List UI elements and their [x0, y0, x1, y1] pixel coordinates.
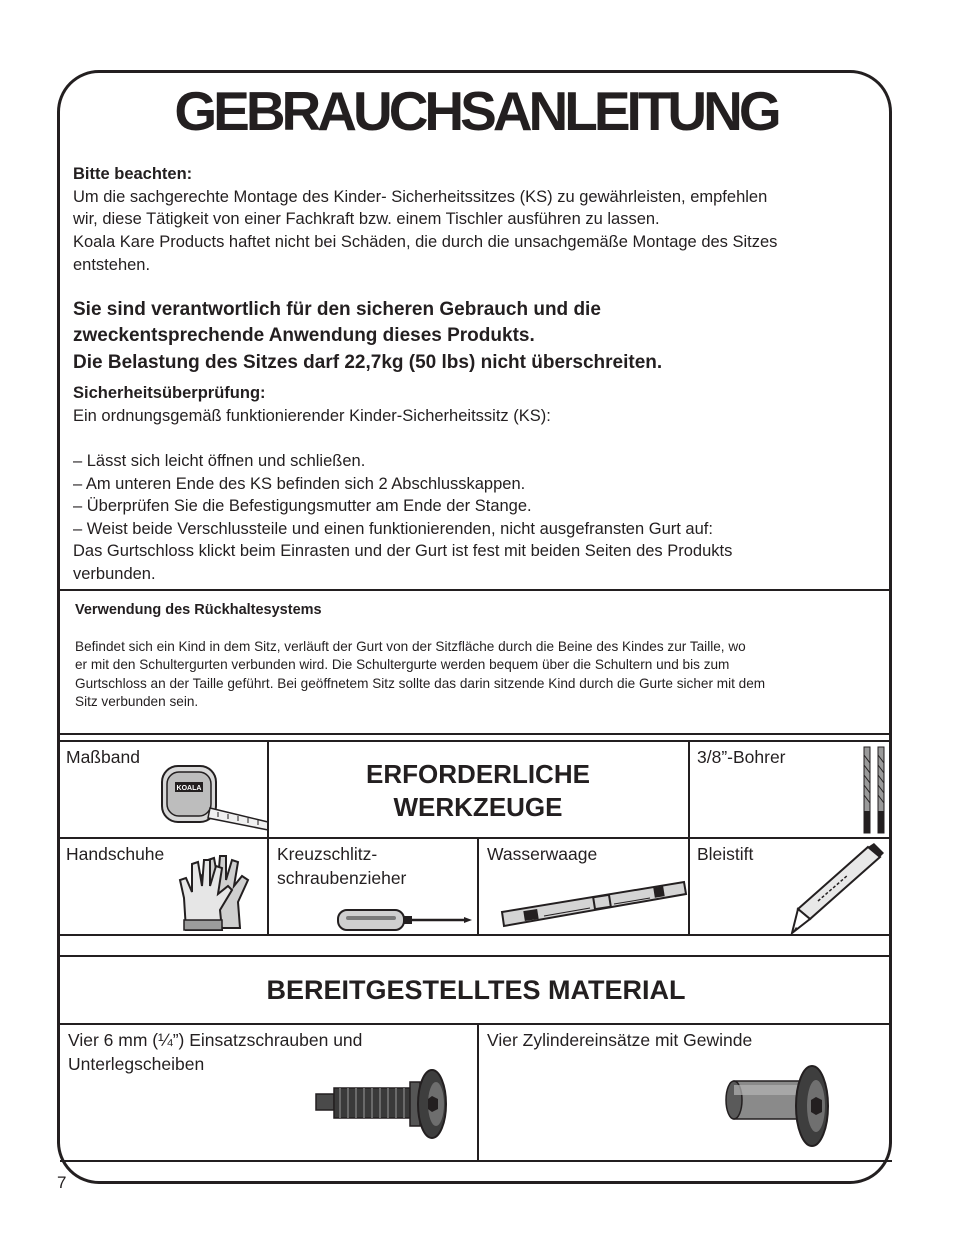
table-border — [60, 740, 892, 742]
tape-brand: KOALA — [176, 785, 202, 792]
divider — [60, 589, 892, 591]
screws-label-line: Vier 6 mm (¼”) Einsatzschrauben und — [68, 1030, 363, 1050]
table-border — [60, 1160, 892, 1162]
drill-bit-label: 3/8”-Bohrer — [697, 747, 786, 767]
table-border — [60, 955, 892, 957]
pencil-icon — [788, 843, 884, 935]
safety-check-item: Das Gurtschloss klickt beim Einrasten und der Gurt ist fest mit beiden Seiten des Produkts — [73, 542, 733, 560]
tape-measure-icon — [158, 760, 270, 838]
page-title: GEBRAUCHSANLEITUNG — [174, 80, 778, 142]
responsibility-line: Die Belastung des Sitzes darf 22,7kg (50 lbs) nicht überschreiten. — [73, 352, 663, 373]
page-number: 7 — [57, 1173, 67, 1192]
table-border — [60, 1023, 892, 1025]
note-heading: Bitte beachten: — [73, 165, 193, 183]
screws-label-line: Unterlegscheiben — [68, 1054, 205, 1074]
restraint-line: Gurtschloss an der Taille geführt. Bei geöffnetem Sitz sollte das darin sitzende Kind durch die Gurte sicher mit dem — [75, 676, 766, 691]
safety-check-intro: Ein ordnungsgemäß funktionierender Kinder-Sicherheitssitz (KS): — [73, 407, 551, 425]
insert-screw-icon — [310, 1068, 450, 1144]
screwdriver-label-line: schraubenzieher — [277, 868, 407, 888]
note-line: entstehen. — [73, 256, 151, 274]
note-line: Koala Kare Products haftet nicht bei Schäden, die durch die unsachgemäße Montage des Sitzes — [73, 233, 778, 251]
table-border — [477, 1024, 479, 1161]
table-border — [60, 733, 892, 735]
tape-measure-label: Maßband — [66, 747, 140, 767]
threaded-insert-icon — [722, 1063, 832, 1149]
spirit-level-icon — [500, 878, 688, 930]
inserts-label: Vier Zylindereinsätze mit Gewinde — [487, 1030, 753, 1050]
pencil-label: Bleistift — [697, 844, 754, 864]
screwdriver-icon — [336, 908, 472, 932]
responsibility-line: Sie sind verantwortlich für den sicheren Gebrauch und die — [73, 299, 601, 320]
safety-check-item: – Weist beide Verschlussteile und einen funktionierenden, nicht ausgefransten Gurt auf: — [73, 520, 713, 538]
restraint-line: Sitz verbunden sein. — [75, 694, 199, 709]
table-border — [688, 741, 690, 935]
restraint-line: er mit den Schultergurten verbunden wird. Die Schultergurte werden bequem über die Schultern und bis zum — [75, 657, 730, 672]
tools-heading-line: WERKZEUGE — [393, 792, 563, 822]
screwdriver-label — [277, 842, 406, 890]
tools-heading — [268, 758, 688, 824]
safety-check-item: – Überprüfen Sie die Befestigungsmutter am Ende der Stange. — [73, 497, 532, 515]
screwdriver-label-line: Kreuzschlitz- — [277, 844, 378, 864]
gloves-icon — [178, 850, 262, 932]
responsibility-line: zweckentsprechende Anwendung dieses Produkts. — [73, 325, 535, 346]
restraint-line: Befindet sich ein Kind in dem Sitz, verläuft der Gurt von der Sitzfläche durch die Beine des Kindes zur Taille, wo — [75, 639, 746, 654]
safety-check-item: – Lässt sich leicht öffnen und schließen. — [73, 452, 366, 470]
safety-check-item: – Am unteren Ende des KS befinden sich 2 Abschlusskappen. — [73, 475, 526, 493]
drill-bit-icon — [860, 745, 890, 837]
gloves-label: Handschuhe — [66, 844, 165, 864]
safety-check-item: verbunden. — [73, 565, 156, 583]
table-border — [477, 838, 479, 935]
note-line: Um die sachgerechte Montage des Kinder- Sicherheitssitzes (KS) zu gewährleisten, empfehlen — [73, 188, 768, 206]
table-border — [60, 934, 892, 936]
tools-heading-line: ERFORDERLICHE — [366, 759, 590, 789]
materials-heading: BEREITGESTELLTES MATERIAL — [266, 975, 686, 1005]
restraint-heading: Verwendung des Rückhaltesystems — [75, 602, 322, 618]
note-line: wir, diese Tätigkeit von einer Fachkraft bzw. einem Tischler ausführen zu lassen. — [73, 210, 660, 228]
safety-check-heading: Sicherheitsüberprüfung: — [73, 384, 266, 402]
level-label: Wasserwaage — [487, 844, 598, 864]
